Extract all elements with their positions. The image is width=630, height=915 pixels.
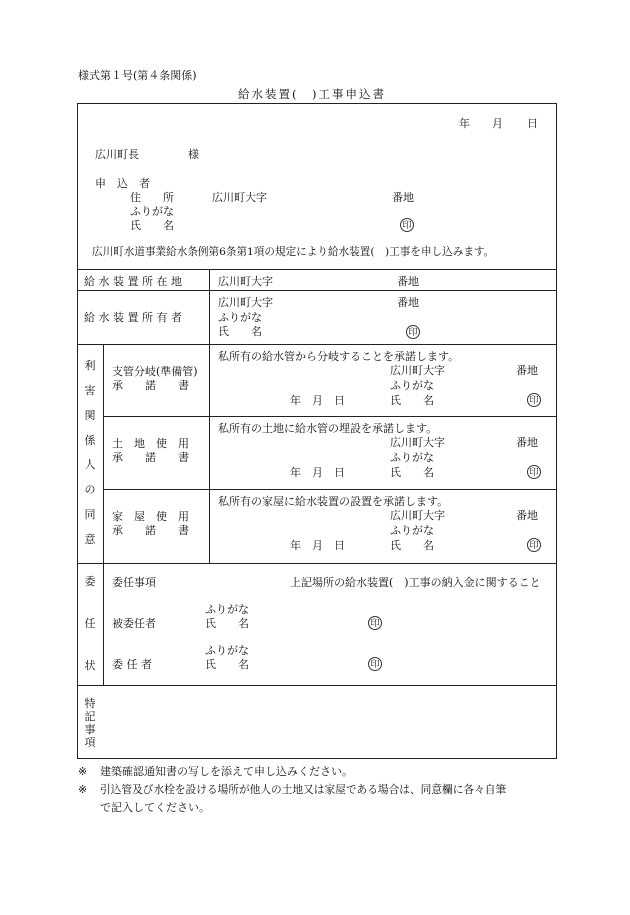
delegate-label: 被委任者 [112, 617, 156, 630]
delegation-matter-text: 上記場所の給水装置( )工事の納入金に関すること [290, 576, 541, 589]
remarks-char: 記 [84, 710, 96, 723]
delegate-furigana: ふりがな [205, 603, 249, 616]
remarks-char: 事 [84, 723, 96, 736]
location-banchi: 番地 [397, 275, 419, 288]
side-column-divider [103, 344, 104, 685]
owner-address: 広川町大字 [218, 296, 273, 309]
consent-name-label: 氏 名 [390, 539, 434, 552]
remarks-char: 特 [84, 697, 96, 710]
delegator-seal: 印 [368, 657, 382, 671]
consent-side-char: 害 [84, 383, 96, 397]
divider [103, 489, 557, 490]
delegate-name-label: 氏 名 [205, 617, 249, 630]
consent-name-label: 氏 名 [390, 466, 434, 479]
consent-name-label: 氏 名 [390, 394, 434, 407]
applicant-name-label: 氏 名 [130, 219, 174, 232]
applicant-address-label: 住 所 [130, 191, 174, 204]
label-column-divider [209, 269, 210, 344]
note-mark: ※ [78, 783, 88, 796]
form-number: 様式第１号(第４条関係) [78, 69, 197, 82]
location-label: 給 水 装 置 所 在 地 [84, 275, 182, 288]
divider [77, 344, 557, 345]
addressee-honorific: 様 [188, 148, 199, 161]
consent-side-char: 同 [84, 508, 96, 522]
consent-type-label: 家 屋 使 用 [112, 510, 189, 523]
delegator-name-label: 氏 名 [205, 658, 249, 671]
frame-top [77, 103, 557, 104]
consent-type-label: 承 諾 書 [112, 379, 189, 392]
applicant-address-value: 広川町大字 [212, 191, 267, 204]
owner-banchi: 番地 [397, 296, 419, 309]
frame-bottom [77, 758, 557, 759]
consent-address: 広川町大字 [390, 509, 445, 522]
date-day: 日 [527, 117, 538, 130]
owner-label: 給 水 装 置 所 有 者 [84, 311, 182, 324]
remarks-label [82, 697, 98, 749]
note-mark: ※ [78, 765, 88, 778]
note-text-continued: で記入してください。 [100, 801, 210, 814]
consent-side-char: 利 [84, 359, 96, 372]
consent-side-char: 係 [84, 433, 96, 447]
applicant-heading: 申 込 者 [95, 177, 150, 190]
date-month: 月 [492, 117, 503, 130]
consent-type-label: 承 諾 書 [112, 524, 189, 537]
consent-furigana: ふりがな [390, 379, 434, 392]
location-address: 広川町大字 [218, 275, 273, 288]
consent-statement: 私所有の家屋に給水装置の設置を承諾します。 [218, 495, 449, 508]
consent-side-char: 意 [84, 532, 96, 546]
consent-banchi: 番地 [516, 364, 538, 377]
addressee: 広川町長 [95, 148, 139, 161]
applicant-banchi: 番地 [392, 191, 414, 204]
consent-side-char: 関 [84, 408, 96, 422]
consent-seal: 印 [527, 393, 541, 407]
consent-seal: 印 [527, 538, 541, 552]
consent-furigana: ふりがな [390, 524, 434, 537]
declaration: 広川町水道事業給水条例第6条第1項の規定により給水装置( )工事を申し込みます。 [92, 246, 495, 258]
consent-furigana: ふりがな [390, 451, 434, 464]
divider [77, 685, 557, 686]
delegation-side-char: 状 [84, 659, 96, 672]
consent-type-label: 土 地 使 用 [112, 437, 189, 450]
form-title: 給水装置( )工事申込書 [238, 87, 386, 101]
label-column-divider [209, 344, 210, 563]
owner-seal: 印 [406, 325, 420, 339]
consent-date: 年 月 日 [290, 466, 345, 479]
owner-furigana: ふりがな [218, 311, 262, 324]
frame-left [77, 103, 78, 759]
consent-date: 年 月 日 [290, 539, 345, 552]
consent-seal: 印 [527, 465, 541, 479]
applicant-seal: 印 [400, 218, 414, 232]
consent-banchi: 番地 [516, 436, 538, 449]
consent-address: 広川町大字 [390, 364, 445, 377]
divider [103, 416, 557, 417]
note-text: 引込管及び水栓を設ける場所が他人の土地又は家屋である場合は、同意欄に各々自筆 [100, 783, 507, 796]
consent-type-label: 承 諾 書 [112, 451, 189, 464]
divider [77, 290, 557, 291]
delegate-seal: 印 [368, 616, 382, 630]
note-text: 建築確認通知書の写しを添えて申し込みください。 [100, 765, 353, 778]
consent-type-label: 支管分岐(準備管) [112, 365, 198, 378]
applicant-furigana-label: ふりがな [130, 205, 174, 218]
delegation-side-char: 任 [84, 617, 96, 630]
consent-side-char: の [84, 483, 96, 497]
owner-name-label: 氏 名 [218, 325, 262, 338]
delegator-furigana: ふりがな [205, 644, 249, 657]
delegator-label: 委 任 者 [112, 658, 152, 671]
consent-side-label [82, 357, 98, 547]
divider [77, 269, 557, 270]
consent-banchi: 番地 [516, 509, 538, 522]
delegation-matter-label: 委任事項 [112, 576, 156, 589]
frame-right [556, 103, 557, 759]
divider [77, 563, 557, 564]
remarks-char: 項 [84, 736, 96, 749]
consent-date: 年 月 日 [290, 394, 345, 407]
delegation-side-char: 委 [84, 575, 96, 588]
delegation-side-label [82, 573, 98, 673]
consent-statement: 私所有の土地に給水管の埋設を承諾します。 [218, 422, 438, 435]
consent-statement: 私所有の給水管から分岐することを承諾します。 [218, 350, 460, 363]
consent-address: 広川町大字 [390, 436, 445, 449]
consent-side-char: 人 [84, 458, 96, 472]
date-year: 年 [459, 117, 470, 130]
